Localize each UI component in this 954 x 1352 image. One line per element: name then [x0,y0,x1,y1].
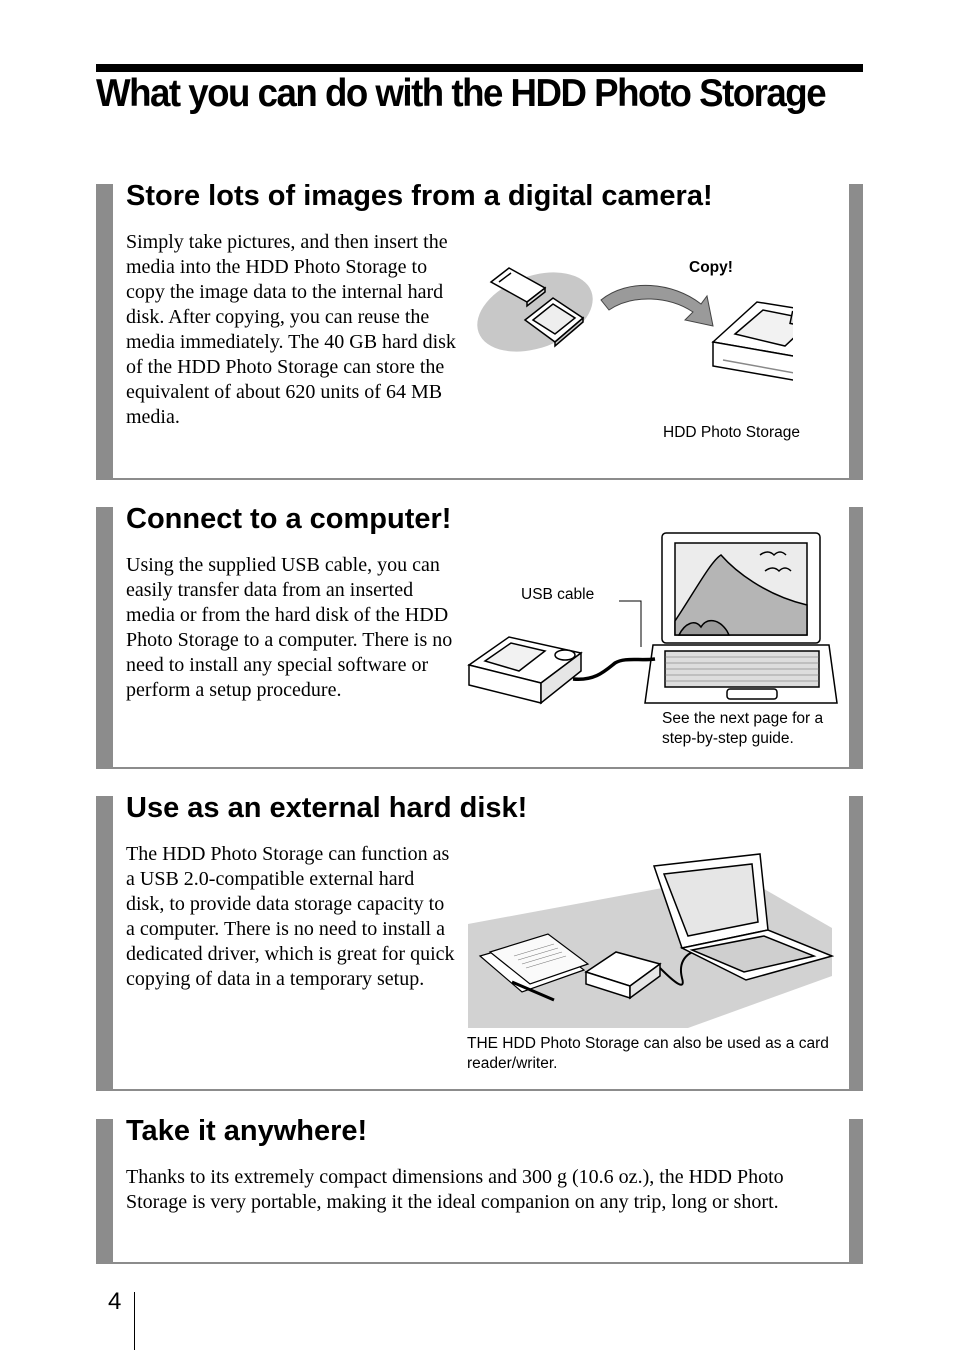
section-connect-computer [96,503,863,769]
copy-media-illustration [473,262,793,432]
usb-cable-caption: USB cable [521,586,595,603]
hdd-device-icon [469,637,581,703]
usb-cable-icon [573,659,655,679]
section-external-disk [96,792,863,1091]
section-body: The HDD Photo Storage can function as a USB 2.0-compatible external hard disk, to provide data storage capacity to a computer. There is no need to install a dedicated driver, which is great for quick copying of data in a temporary setup. [126,843,455,990]
external-disk-illustration [468,852,834,1028]
section-body: Simply take pictures, and then insert the media into the HDD Photo Storage to copy the image data to the internal hard disk. After copying, you can reuse the media immediately. The 40 GB hard disk of the HDD Photo Storage can store the equivalent of about 620 units of 64 MB media. [126,231,456,428]
section-body: Thanks to its extremely compact dimensions and 300 g (10.6 oz.), the HDD Photo Storage is very portable, making it the ideal companion on any trip, long or short. [126,1166,784,1213]
section-heading: Connect to a computer! [126,503,452,535]
page-title: What you can do with the HDD Photo Storage [96,72,826,115]
section-heading: Take it anywhere! [126,1115,368,1147]
section-heading: Use as an external hard disk! [126,792,528,824]
section-store-images [96,180,863,480]
laptop-icon [645,533,837,703]
section-take-anywhere [96,1115,863,1264]
device-caption: HDD Photo Storage [663,424,800,441]
card-reader-caption: THE HDD Photo Storage can also be used as a card reader/writer. [467,1035,829,1072]
section-heading: Store lots of images from a digital camera! [126,180,713,212]
copy-arrow-icon [601,285,713,326]
copy-caption: Copy! [689,259,733,276]
hdd-device-icon [713,302,793,388]
section-body: Using the supplied USB cable, you can easily transfer data from an inserted media or from the hard disk of the HDD Photo Storage to a computer. There is no need to install any special software or perform a setup procedure. [126,554,453,701]
usb-connection-illustration [465,531,841,711]
guide-caption: See the next page for a step-by-step guide. [662,710,824,747]
page-number-rule [134,1292,135,1350]
title-rule [96,64,863,72]
page-number: 4 [108,1288,122,1315]
